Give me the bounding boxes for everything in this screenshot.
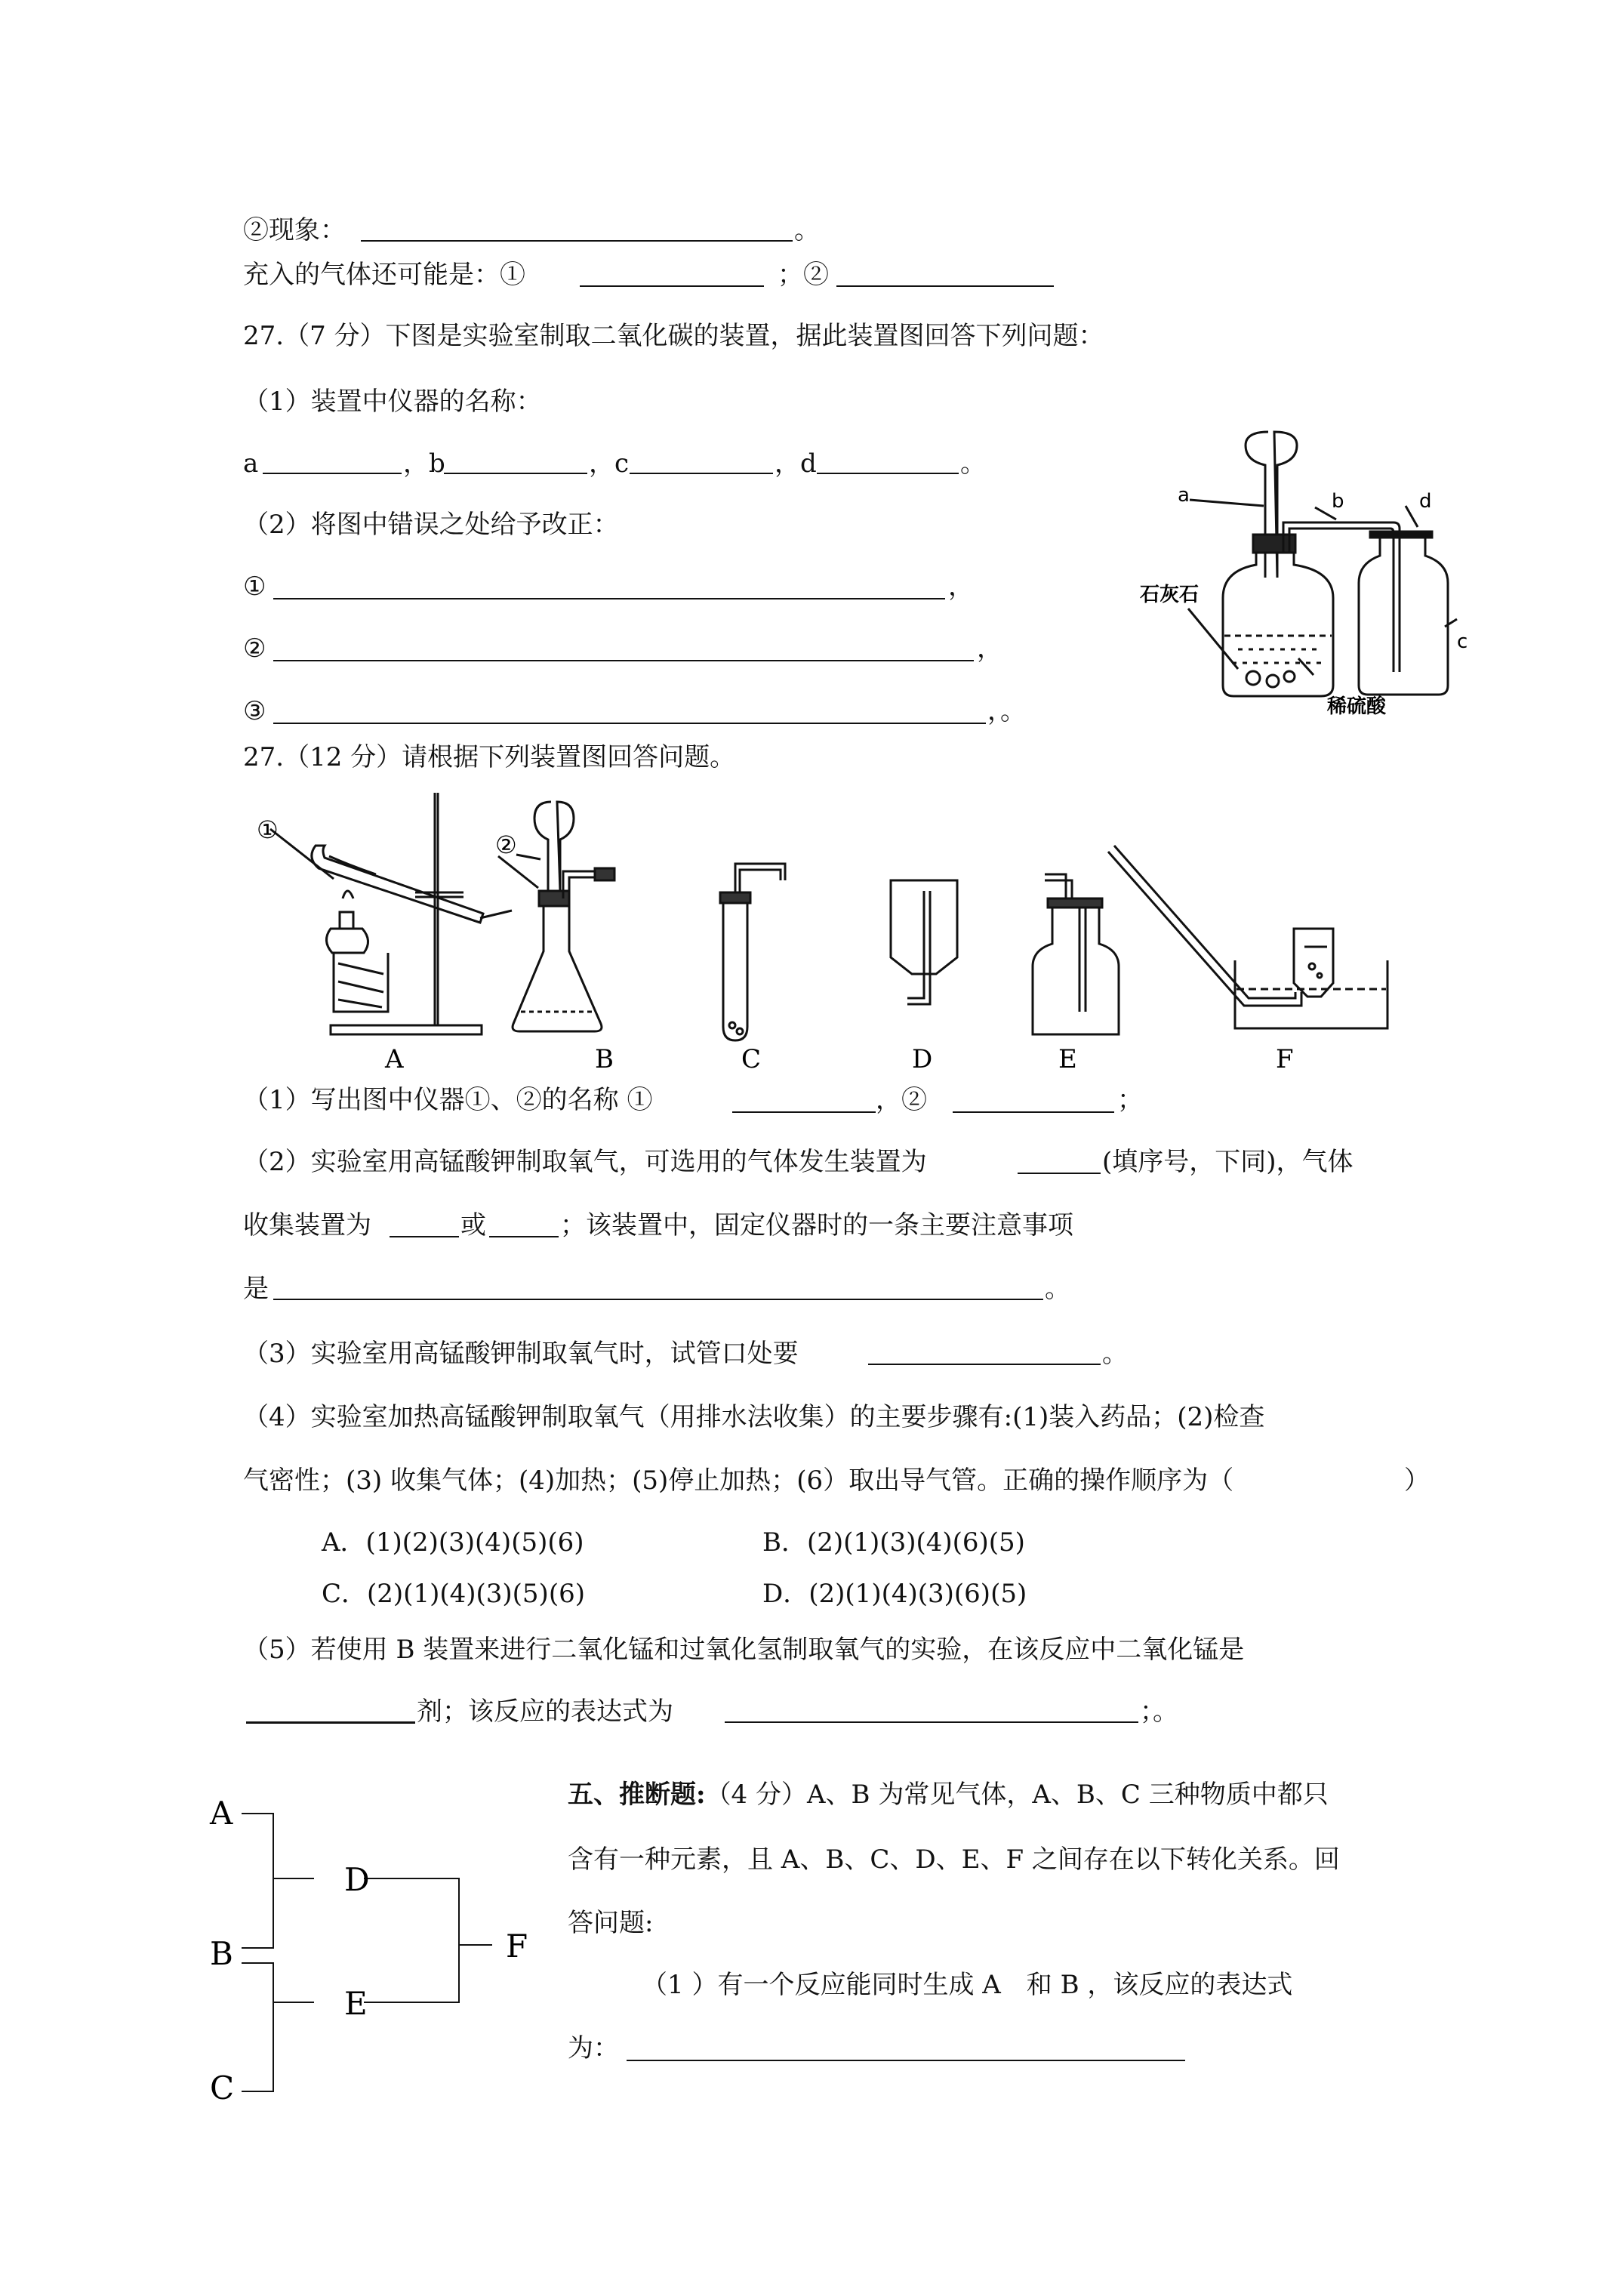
instrument-a-label: a — [243, 448, 259, 479]
correction-blank-1[interactable] — [273, 598, 945, 599]
period: 。 — [960, 448, 986, 479]
apparatus-label-f: F — [1276, 1044, 1294, 1074]
phenomenon-answer-blank[interactable] — [361, 240, 793, 242]
option-b[interactable]: B．(2)(1)(3)(4)(6)(5) — [762, 1527, 1025, 1558]
apparatus-label-c: C — [741, 1044, 762, 1074]
correction-item-3: ③ — [243, 696, 266, 726]
generator-blank[interactable] — [1018, 1173, 1101, 1174]
diagram-node-b: B — [210, 1935, 233, 1972]
diagram-node-c: C — [210, 2069, 235, 2106]
q27b-part2-e: 是 — [243, 1274, 269, 1304]
instrument-d-label: ，d — [775, 448, 817, 479]
figure-label-a: a — [1178, 484, 1190, 507]
instrument-d-blank[interactable] — [817, 473, 959, 474]
q27b-part2-d: ；该装置中，固定仪器时的一条主要注意事项 — [560, 1210, 1073, 1240]
figure-label-b: b — [1332, 490, 1344, 513]
q27b-part5-a: （5）若使用 B 装置来进行二氧化锰和过氧化氢制取氧气的实验，在该反应中二氧化锰是 — [243, 1635, 1245, 1665]
q27b-part1: （1）写出图中仪器①、②的名称 ① — [243, 1085, 653, 1115]
catalyst-blank[interactable] — [246, 1721, 415, 1724]
marker-2: ② — [495, 831, 517, 859]
section-5-line-1: （4 分）A、B 为常见气体，A、B、C 三种物质中都只 — [705, 1780, 1329, 1810]
period: 。 — [1045, 1274, 1070, 1304]
other-gas-separator: ；② — [778, 260, 829, 290]
question-27a-part2: （2）将图中错误之处给予改正： — [243, 510, 619, 540]
section-5-line-3: 答问题: — [568, 1908, 654, 1938]
figure-label-limestone: 石灰石 — [1140, 584, 1200, 606]
instrument-c-label: ，c — [589, 448, 630, 479]
instrument-1-blank[interactable] — [732, 1111, 876, 1113]
correction-blank-2[interactable] — [273, 660, 974, 661]
diagram-node-d: D — [344, 1861, 370, 1898]
instrument-2-blank[interactable] — [953, 1111, 1114, 1113]
semicolon: ； — [1117, 1085, 1143, 1115]
correction-blank-3[interactable] — [273, 723, 986, 724]
period: 。 — [1102, 1339, 1128, 1369]
section-5-line-5: 为： — [568, 2033, 619, 2063]
phenomenon-label: ②现象： — [243, 215, 346, 245]
question-27a-title: 27.（7 分）下图是实验室制取二氧化碳的装置，据此装置图回答下列问题： — [243, 321, 1104, 351]
comma: ， — [948, 572, 974, 602]
collector-blank-1[interactable] — [390, 1236, 459, 1237]
section-5-line-4: （1 ）有一个反应能同时生成 A 和 B ，该反应的表达式 — [642, 1970, 1293, 2000]
tube-mouth-blank[interactable] — [868, 1364, 1101, 1365]
correction-item-1: ① — [243, 572, 266, 602]
diagram-node-a: A — [210, 1795, 233, 1832]
correction-item-2: ② — [243, 633, 266, 664]
q27b-part2-c: 收集装置为 — [243, 1210, 371, 1240]
other-gas-label: 充入的气体还可能是：① — [243, 260, 525, 290]
instrument-c-blank[interactable] — [630, 473, 773, 474]
apparatus-label-d: D — [912, 1044, 933, 1074]
reaction-expression-blank[interactable] — [627, 2060, 1185, 2061]
figure-label-c: c — [1457, 630, 1468, 653]
option-d[interactable]: D．(2)(1)(4)(3)(6)(5) — [762, 1579, 1027, 1609]
answer-paren-close: ） — [1404, 1465, 1430, 1496]
semicolon-period: ；。 — [1140, 1697, 1178, 1727]
q27b-part3: （3）实验室用高锰酸钾制取氧气时，试管口处要 — [243, 1339, 799, 1369]
collector-blank-2[interactable] — [489, 1236, 559, 1237]
or-label: 或 — [460, 1210, 486, 1240]
q27b-part2-b: (填序号，下同)，气体 — [1102, 1147, 1354, 1177]
instrument-b-blank[interactable] — [444, 473, 587, 474]
q27b-part2-a: （2）实验室用高锰酸钾制取氧气，可选用的气体发生装置为 — [243, 1147, 927, 1177]
apparatus-label-b: B — [595, 1044, 614, 1074]
conversion-diagram — [202, 1795, 565, 2106]
section-5-line-2: 含有一种元素，且 A、B、C、D、E、F 之间存在以下转化关系。回 — [568, 1845, 1340, 1875]
apparatus-label-a: A — [385, 1044, 404, 1074]
apparatus-label-e: E — [1058, 1044, 1077, 1074]
precaution-blank[interactable] — [273, 1299, 1043, 1300]
instrument-a-blank[interactable] — [263, 473, 402, 474]
comma-period: ，。 — [987, 696, 1026, 726]
other-gas-blank-1[interactable] — [580, 285, 764, 287]
figure-label-d: d — [1419, 490, 1432, 513]
q27b-part4-b: 气密性；(3) 收集气体；(4)加热；(5)停止加热；(6）取出导气管。正确的操作顺序为（ — [243, 1465, 1234, 1496]
diagram-node-f: F — [506, 1928, 528, 1965]
option-c[interactable]: C．(2)(1)(4)(3)(5)(6) — [322, 1579, 585, 1609]
option-a[interactable]: A．(1)(2)(3)(4)(5)(6) — [322, 1527, 584, 1558]
period: 。 — [794, 215, 820, 245]
question-27a-part1: （1）装置中仪器的名称： — [243, 387, 542, 417]
figure-label-acid: 稀硫酸 — [1327, 695, 1387, 718]
q27b-part5-b: 剂；该反应的表达式为 — [417, 1697, 673, 1727]
instrument-b-label: ，b — [403, 448, 445, 479]
other-gas-blank-2[interactable] — [836, 285, 1054, 287]
co2-apparatus-figure — [1140, 423, 1487, 732]
comma: ， — [977, 633, 1002, 664]
q27b-part4-a: （4）实验室加热高锰酸钾制取氧气（用排水法收集）的主要步骤有:(1)装入药品；(2)检查 — [243, 1402, 1265, 1432]
section-5-title: 五、推断题: — [568, 1780, 706, 1810]
question-27b-title: 27.（12 分）请根据下列装置图回答问题。 — [243, 742, 736, 772]
lab-apparatus-figure — [240, 785, 1387, 1072]
diagram-node-e: E — [344, 1985, 368, 2022]
section-5-heading — [568, 1782, 1329, 1808]
separator: ，② — [876, 1085, 927, 1115]
equation-blank[interactable] — [725, 1721, 1138, 1723]
marker-1: ① — [257, 815, 279, 844]
